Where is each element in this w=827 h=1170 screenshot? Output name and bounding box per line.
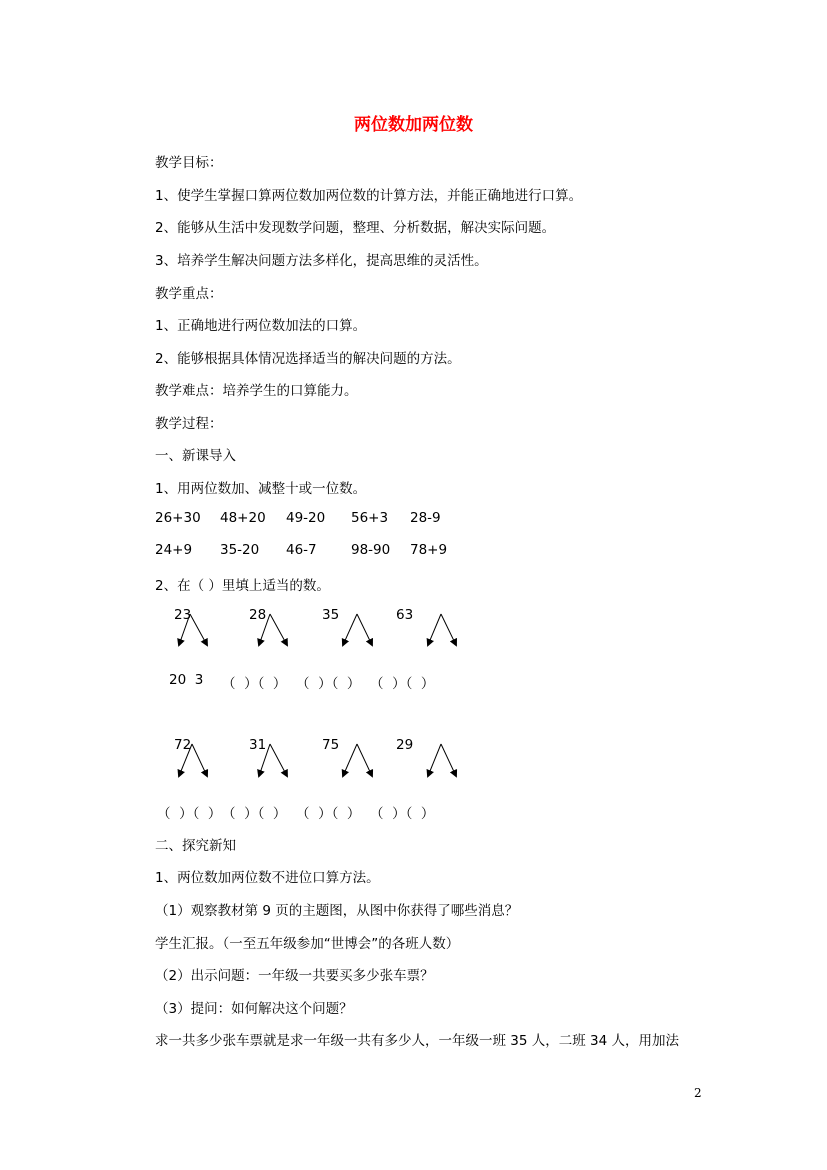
exercise-item: 56+3 bbox=[351, 510, 389, 526]
section-2-heading: 二、探究新知 bbox=[155, 838, 236, 854]
step-3: （3）提问：如何解决这个问题？ bbox=[155, 1001, 353, 1017]
split-number: 31 bbox=[249, 737, 267, 753]
split-arrow-left bbox=[428, 614, 441, 645]
exercise-item: 24+9 bbox=[155, 542, 193, 558]
key-point-1: 1、正确地进行两位数加法的口算。 bbox=[155, 318, 367, 334]
split-arrow-right bbox=[441, 744, 456, 776]
split-number: 63 bbox=[396, 607, 414, 623]
split-answer: （ ）（ ） bbox=[222, 806, 287, 822]
split-arrow-left bbox=[259, 614, 270, 645]
difficulty-line: 教学难点：培养学生的口算能力。 bbox=[155, 383, 358, 399]
task-2-label: 2、在（ ）里填上适当的数。 bbox=[155, 578, 330, 594]
split-arrow-right bbox=[190, 614, 207, 645]
split-arrow-left bbox=[343, 614, 357, 645]
objectives-heading: 教学目标： bbox=[155, 155, 223, 171]
split-arrow-right bbox=[192, 744, 207, 776]
split-answer: 20 3 bbox=[169, 672, 204, 688]
split-arrow-left bbox=[343, 744, 357, 776]
split-answer: （ ）（ ） bbox=[370, 806, 435, 822]
split-arrow-left bbox=[428, 744, 441, 776]
split-arrow-left bbox=[179, 614, 190, 645]
exercise-item: 78+9 bbox=[410, 542, 448, 558]
objective-2: 2、能够从生活中发现数学问题，整理、分析数据，解决实际问题。 bbox=[155, 220, 556, 236]
key-point-2: 2、能够根据具体情况选择适当的解决问题的方法。 bbox=[155, 351, 461, 367]
split-arrow-right bbox=[270, 614, 287, 645]
split-answer: （ ）（ ） bbox=[296, 676, 361, 692]
split-answer: （ ）（ ） bbox=[222, 676, 287, 692]
page-number: 2 bbox=[694, 1086, 702, 1100]
split-number: 23 bbox=[174, 607, 192, 623]
method-heading: 1、两位数加两位数不进位口算方法。 bbox=[155, 870, 380, 886]
split-arrow-right bbox=[441, 614, 456, 645]
key-points-heading: 教学重点： bbox=[155, 286, 223, 302]
document-title: 两位数加两位数 bbox=[354, 115, 473, 135]
step-2: （2）出示问题：一年级一共要买多少张车票？ bbox=[155, 968, 434, 984]
task-1-label: 1、用两位数加、减整十或一位数。 bbox=[155, 481, 367, 497]
exercise-item: 98-90 bbox=[351, 542, 391, 558]
section-1-heading: 一、新课导入 bbox=[155, 448, 236, 464]
exercise-item: 28-9 bbox=[410, 510, 441, 526]
split-arrow-left bbox=[259, 744, 270, 776]
split-arrow-left bbox=[179, 744, 192, 776]
exercise-item: 35-20 bbox=[220, 542, 260, 558]
split-arrow-right bbox=[270, 744, 287, 776]
explanation-line: 求一共多少张车票就是求一年级一共有多少人，一年级一班 35 人，二班 34 人，用加法 bbox=[155, 1033, 680, 1049]
split-number: 72 bbox=[174, 737, 192, 753]
split-number: 29 bbox=[396, 737, 414, 753]
exercise-item: 49-20 bbox=[286, 510, 326, 526]
split-arrow-right bbox=[357, 744, 372, 776]
exercise-item: 26+30 bbox=[155, 510, 201, 526]
process-heading: 教学过程： bbox=[155, 416, 223, 432]
split-answer: （ ）（ ） bbox=[157, 806, 222, 822]
split-answer: （ ）（ ） bbox=[370, 676, 435, 692]
split-arrow-right bbox=[357, 614, 372, 645]
objective-3: 3、培养学生解决问题方法多样化，提高思维的灵活性。 bbox=[155, 253, 488, 269]
exercise-item: 46-7 bbox=[286, 542, 317, 558]
student-report: 学生汇报。（一至五年级参加“世博会”的各班人数） bbox=[155, 936, 460, 952]
split-number: 35 bbox=[322, 607, 340, 623]
objective-1: 1、使学生掌握口算两位数加两位数的计算方法，并能正确地进行口算。 bbox=[155, 188, 583, 204]
step-1: （1）观察教材第 9 页的主题图，从图中你获得了哪些消息？ bbox=[155, 903, 519, 919]
split-number: 28 bbox=[249, 607, 267, 623]
exercise-item: 48+20 bbox=[220, 510, 266, 526]
split-answer: （ ）（ ） bbox=[296, 806, 361, 822]
split-number: 75 bbox=[322, 737, 340, 753]
